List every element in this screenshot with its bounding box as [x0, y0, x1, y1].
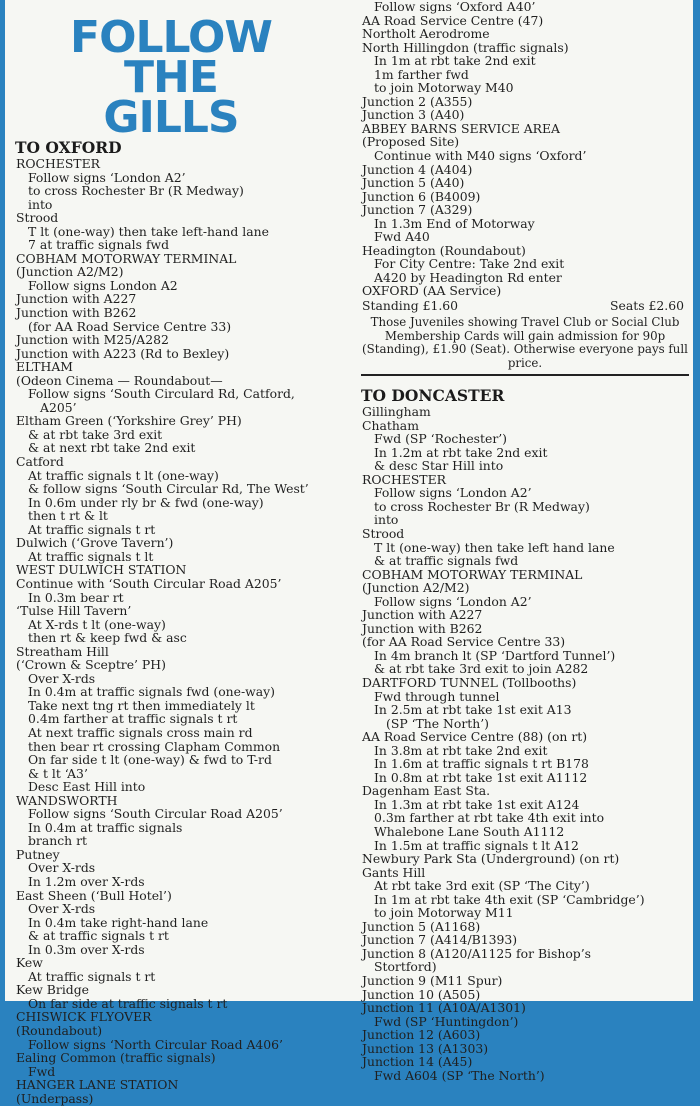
- right-column: [355, 0, 691, 1082]
- direction-line: Junction with B262: [362, 620, 483, 636]
- direction-line: Follow signs ‘Oxford A40’: [374, 0, 536, 14]
- direction-line: HANGER LANE STATION: [16, 1077, 179, 1093]
- direction-line: A205’: [40, 399, 77, 415]
- direction-line: & at next rbt take 2nd exit: [28, 440, 196, 456]
- oxford-heading: TO OXFORD: [15, 138, 122, 157]
- direction-line: For City Centre: Take 2nd exit: [374, 256, 565, 272]
- direction-line: Junction 12 (A603): [362, 1027, 481, 1043]
- direction-line: ‘Tulse Hill Tavern’: [16, 603, 132, 619]
- direction-line: Dulwich (‘Grove Tavern’): [16, 535, 174, 551]
- direction-line: At rbt take 3rd exit (SP ‘The City’): [374, 878, 590, 894]
- direction-line: to cross Rochester Br (R Medway): [28, 183, 244, 199]
- direction-line: Over X-rds: [28, 860, 96, 876]
- direction-line: Fwd (SP ‘Huntingdon’): [374, 1013, 519, 1029]
- direction-line: COBHAM MOTORWAY TERMINAL: [362, 566, 583, 582]
- direction-line: T lt (one-way) then take left-hand lane: [28, 223, 269, 239]
- direction-line: 0.4m farther at traffic signals t rt: [28, 711, 238, 727]
- direction-line: Follow signs ‘North Circular Road A406’: [28, 1036, 283, 1052]
- doncaster-directions: [362, 405, 691, 1082]
- direction-line: Junction 6 (B4009): [362, 188, 481, 204]
- direction-line: branch rt: [28, 833, 87, 849]
- title-line-2: THE GILLS: [103, 52, 239, 143]
- direction-line: Junction 8 (A120/A1125 for Bishop’s: [362, 945, 592, 961]
- direction-line: Northolt Aerodrome: [362, 26, 490, 42]
- direction-line: Junction 10 (A505): [362, 986, 481, 1002]
- direction-line: 0.3m farther at rbt take 4th exit into: [374, 810, 605, 826]
- direction-line: Over X-rds: [28, 670, 96, 686]
- left-column: [9, 0, 347, 1105]
- direction-line: In 3.8m at rbt take 2nd exit: [374, 742, 548, 758]
- direction-line: At traffic signals t lt: [28, 548, 154, 564]
- direction-line: Junction 2 (A355): [362, 93, 473, 109]
- direction-line: At traffic signals t lt (one-way): [28, 467, 219, 483]
- direction-line: Follow signs ‘London A2’: [28, 169, 186, 185]
- fare-row: [362, 298, 684, 314]
- direction-line: Gants Hill: [362, 864, 426, 880]
- direction-line: In 4m branch lt (SP ‘Dartford Tunnel’): [374, 647, 616, 663]
- direction-line: Junction 7 (A329): [362, 202, 473, 218]
- direction-line: In 0.3m bear rt: [28, 589, 124, 605]
- direction-line: Junction 7 (A414/B1393): [362, 932, 518, 948]
- direction-line: & t lt ‘A3’: [28, 765, 88, 781]
- direction-line: ABBEY BARNS SERVICE AREA: [362, 120, 560, 136]
- direction-line: & at traffic signals t rt: [28, 928, 169, 944]
- direction-line: Junction 9 (M11 Spur): [362, 973, 503, 988]
- direction-line: Follow signs ‘London A2’: [374, 485, 532, 501]
- direction-line: In 0.8m at rbt take 1st exit A1112: [374, 769, 588, 785]
- page: [5, 0, 693, 1106]
- direction-line: & desc Star Hill into: [374, 458, 504, 474]
- direction-line: Kew: [16, 955, 43, 971]
- direction-line: (Junction A2/M2): [16, 264, 124, 280]
- direction-line: COBHAM MOTORWAY TERMINAL: [16, 250, 237, 266]
- direction-line: Junction 11 (A10A/A1301): [362, 1000, 526, 1016]
- direction-line: (Odeon Cinema — Roundabout—: [16, 372, 223, 388]
- page-title: [51, 12, 291, 143]
- direction-line: Fwd A40: [374, 229, 430, 245]
- direction-line: Whalebone Lane South A1112: [374, 823, 565, 839]
- direction-line: Junction 4 (A404): [362, 161, 473, 177]
- direction-line: (Junction A2/M2): [362, 580, 470, 596]
- direction-line: Desc East Hill into: [28, 779, 146, 795]
- direction-line: Stortford): [374, 959, 437, 975]
- direction-line: into: [374, 512, 399, 528]
- direction-line: On far side at traffic signals t rt: [28, 995, 228, 1011]
- direction-line: In 1.2m at rbt take 2nd exit: [374, 444, 548, 460]
- direction-line: At X-rds t lt (one-way): [28, 616, 166, 632]
- title-line-1: FOLLOW: [70, 12, 272, 63]
- direction-line: Fwd through tunnel: [374, 688, 500, 704]
- direction-line: Ealing Common (traffic signals): [16, 1050, 216, 1066]
- direction-line: Follow signs London A2: [28, 277, 178, 293]
- direction-line: to cross Rochester Br (R Medway): [374, 498, 590, 514]
- direction-line: At next traffic signals cross main rd: [28, 724, 253, 740]
- direction-line: Gillingham: [362, 404, 431, 420]
- direction-line: OXFORD (AA Service): [362, 283, 502, 299]
- direction-line: Fwd (SP ‘Rochester’): [374, 431, 508, 447]
- direction-line: T lt (one-way) then take left hand lane: [374, 539, 615, 555]
- direction-line: In 0.6m under rly br & fwd (one-way): [28, 494, 264, 510]
- direction-line: to join Motorway M11: [374, 905, 514, 921]
- direction-line: WEST DULWICH STATION: [16, 562, 187, 578]
- direction-line: CHISWICK FLYOVER: [16, 1009, 152, 1025]
- direction-line: Dagenham East Sta.: [362, 783, 491, 799]
- direction-line: 1m farther fwd: [374, 66, 469, 82]
- direction-line: In 1m at rbt take 2nd exit: [374, 53, 536, 69]
- direction-line: Fwd A604 (SP ‘The North’): [374, 1067, 545, 1083]
- direction-line: AA Road Service Centre (88) (on rt): [362, 729, 588, 745]
- direction-line: In 1.2m over X-rds: [28, 873, 145, 889]
- direction-line: Junction 14 (A45): [362, 1054, 473, 1070]
- direction-line: to join Motorway M40: [374, 80, 514, 96]
- direction-line: then rt & keep fwd & asc: [28, 630, 187, 646]
- juvenile-note: Those Juveniles showing Travel Club or Social Club Membership Cards will gain admission for 90p (Standing), £1.90 (Seat). Otherwise everyone pays full price.: [362, 315, 688, 370]
- doncaster-heading: TO DONCASTER: [361, 386, 505, 406]
- direction-line: Continue with M40 signs ‘Oxford’: [374, 148, 587, 164]
- direction-line: Kew Bridge: [16, 982, 89, 998]
- direction-line: In 2.5m at rbt take 1st exit A13: [374, 702, 572, 718]
- direction-line: Junction with A223 (Rd to Bexley): [16, 345, 230, 361]
- direction-line: In 1.3m at rbt take 1st exit A124: [374, 796, 580, 812]
- direction-line: ROCHESTER: [16, 156, 100, 171]
- direction-line: & at traffic signals fwd: [374, 553, 519, 569]
- oxford-directions-left: [16, 157, 347, 1105]
- direction-line: Headington (Roundabout): [362, 242, 526, 258]
- direction-line: North Hillingdon (traffic signals): [362, 39, 569, 55]
- direction-line: Junction with B262: [16, 305, 137, 321]
- direction-line: then bear rt crossing Clapham Common: [28, 738, 281, 754]
- direction-line: In 1.6m at traffic signals t rt B178: [374, 756, 589, 772]
- direction-line: Strood: [16, 210, 59, 226]
- direction-line: then t rt & lt: [28, 508, 108, 524]
- direction-line: Follow signs ‘London A2’: [374, 593, 532, 609]
- direction-line: Junction with A227: [16, 291, 137, 307]
- direction-line: Junction with M25/A282: [16, 332, 169, 348]
- direction-line: (SP ‘The North’): [386, 715, 490, 731]
- direction-line: (Underpass): [16, 1090, 94, 1106]
- direction-line: Junction 5 (A40): [362, 175, 465, 191]
- direction-line: Eltham Green (‘Yorkshire Grey’ PH): [16, 413, 242, 429]
- direction-line: A420 by Headington Rd enter: [374, 269, 562, 285]
- direction-line: & follow signs ‘South Circular Rd, The West’: [28, 481, 309, 497]
- direction-line: ROCHESTER: [362, 471, 446, 487]
- direction-line: Chatham: [362, 417, 419, 433]
- direction-line: In 0.4m at traffic signals: [28, 819, 183, 835]
- direction-line: In 0.4m at traffic signals fwd (one-way): [28, 684, 276, 700]
- direction-line: Catford: [16, 454, 64, 470]
- direction-line: In 1.5m at traffic signals t lt A12: [374, 837, 579, 853]
- direction-line: & at rbt take 3rd exit to join A282: [374, 661, 589, 677]
- direction-line: into: [28, 196, 53, 212]
- oxford-directions-right: [362, 0, 691, 298]
- direction-line: AA Road Service Centre (47): [362, 12, 544, 28]
- direction-line: Junction 3 (A40): [362, 107, 465, 123]
- direction-line: Putney: [16, 846, 60, 862]
- direction-line: Junction with A227: [362, 607, 483, 623]
- direction-line: Take next tng rt then immediately lt: [28, 697, 255, 713]
- direction-line: In 1m at rbt take 4th exit (SP ‘Cambridge’): [374, 891, 645, 907]
- direction-line: Streatham Hill: [16, 643, 109, 659]
- direction-line: Fwd: [28, 1063, 56, 1079]
- direction-line: (Proposed Site): [362, 134, 460, 150]
- direction-line: Follow signs ‘South Circular Road A205’: [28, 806, 283, 822]
- direction-line: (for AA Road Service Centre 33): [362, 634, 566, 650]
- direction-line: East Sheen (‘Bull Hotel’): [16, 887, 172, 903]
- direction-line: In 0.3m over X-rds: [28, 941, 145, 957]
- direction-line: Strood: [362, 525, 405, 541]
- direction-line: Follow signs ‘South Circulard Rd, Catford,: [28, 386, 295, 402]
- direction-line: ELTHAM: [16, 359, 73, 375]
- direction-line: WANDSWORTH: [16, 792, 118, 808]
- fare-seats: Seats £2.60: [610, 298, 684, 314]
- direction-line: 7 at traffic signals fwd: [28, 237, 170, 253]
- direction-line: At traffic signals t rt: [28, 521, 156, 537]
- direction-line: (Roundabout): [16, 1023, 103, 1038]
- direction-line: Junction 13 (A1303): [362, 1040, 489, 1056]
- direction-line: & at rbt take 3rd exit: [28, 426, 163, 442]
- direction-line: In 1.3m End of Motorway: [374, 215, 535, 231]
- direction-line: At traffic signals t rt: [28, 968, 156, 984]
- direction-line: DARTFORD TUNNEL (Tollbooths): [362, 674, 577, 690]
- direction-line: Newbury Park Sta (Underground) (on rt): [362, 851, 620, 867]
- direction-line: Continue with ‘South Circular Road A205’: [16, 575, 282, 591]
- direction-line: Junction 5 (A1168): [362, 918, 481, 934]
- fare-standing: Standing £1.60: [362, 298, 459, 314]
- direction-line: In 0.4m take right-hand lane: [28, 914, 209, 930]
- direction-line: Over X-rds: [28, 901, 96, 917]
- direction-line: (for AA Road Service Centre 33): [28, 318, 232, 334]
- direction-line: On far side t lt (one-way) & fwd to T-rd: [28, 752, 272, 768]
- direction-line: (‘Crown & Sceptre’ PH): [16, 657, 166, 673]
